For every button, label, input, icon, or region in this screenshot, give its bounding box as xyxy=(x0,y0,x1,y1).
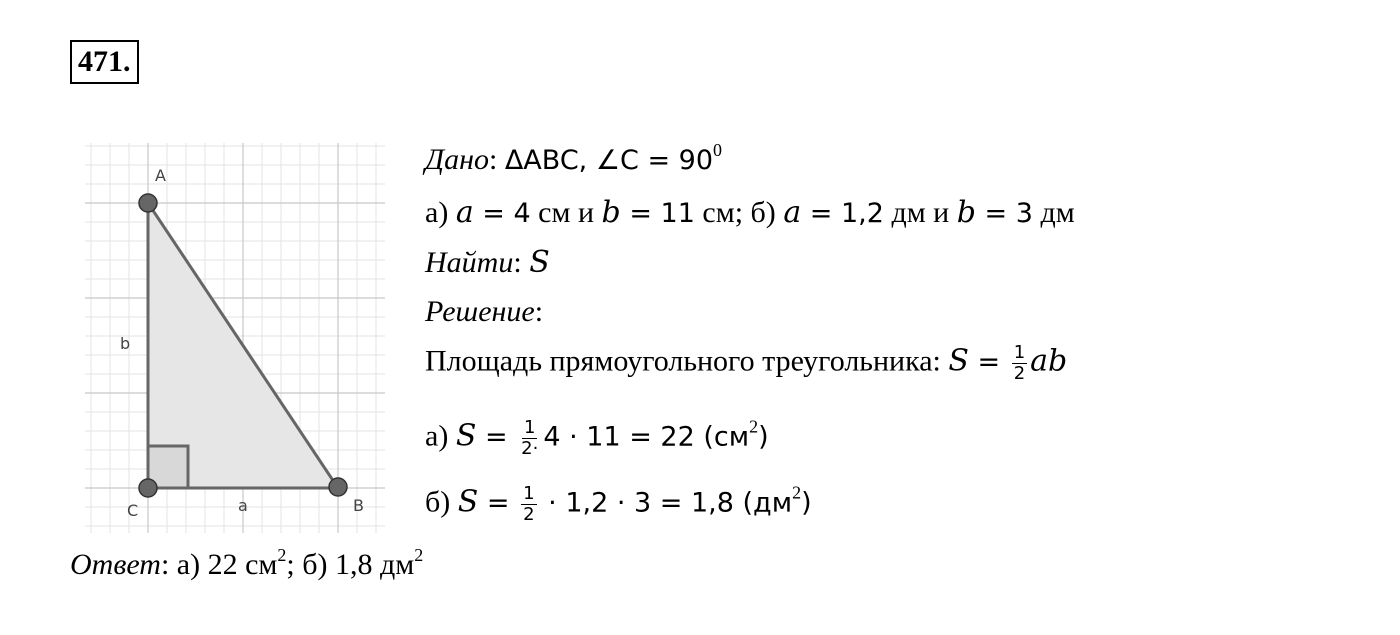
given-line: Дано: ΔABC, ∠C = $90^0$ xyxy=(425,140,723,176)
vertex-c-point xyxy=(139,479,157,497)
given-statement: ΔABC, ∠C = 90 xyxy=(504,145,714,176)
side-b-label: b xyxy=(120,334,131,353)
find-line: Найти: S xyxy=(425,245,550,280)
side-a-label: a xyxy=(238,496,248,515)
vertex-a-point xyxy=(139,194,157,212)
vertex-a-label: A xyxy=(155,166,166,185)
given-label: Дано xyxy=(425,143,489,176)
vertex-b-label: B xyxy=(353,496,364,515)
problem-number: 471. xyxy=(70,40,139,84)
answer-line: Ответ: а) 22 $см^2$; б) 1,8 $дм^2$ xyxy=(70,545,424,581)
solution-heading: Решение: xyxy=(425,295,544,328)
answer-label: Ответ xyxy=(70,548,161,581)
degree-sup: 0 xyxy=(713,140,723,160)
solution-a-fraction: $\frac{1}{2\cdot}$ xyxy=(521,417,539,459)
triangle-figure xyxy=(85,143,385,533)
formula-fraction: $\frac{1}{2}$ xyxy=(1013,342,1026,384)
vertex-b-point xyxy=(329,478,347,496)
find-value: S xyxy=(529,245,550,280)
solution-b-line: б) S = $\frac{1}{2}$ · 1,2 · 3 = 1,8 $(дм^2)$ xyxy=(425,482,812,525)
find-label: Найти xyxy=(425,246,514,279)
given-values-line: а) a = 4 см и b = 11 см; б) a = 1,2 дм и b = 3 дм xyxy=(425,195,1075,230)
solution-b-fraction: $\frac{1}{2}$ xyxy=(523,483,535,525)
vertex-c-label: C xyxy=(127,501,139,520)
formula-line: Площадь прямоугольного треугольника: S = $\frac{1}{2}$ ab xyxy=(425,342,1068,384)
solution-label: Решение xyxy=(425,295,535,328)
solution-a-line: а) S = $\frac{1}{2\cdot}$ 4 · 11 = 22 $(см^2)$ xyxy=(425,416,769,459)
